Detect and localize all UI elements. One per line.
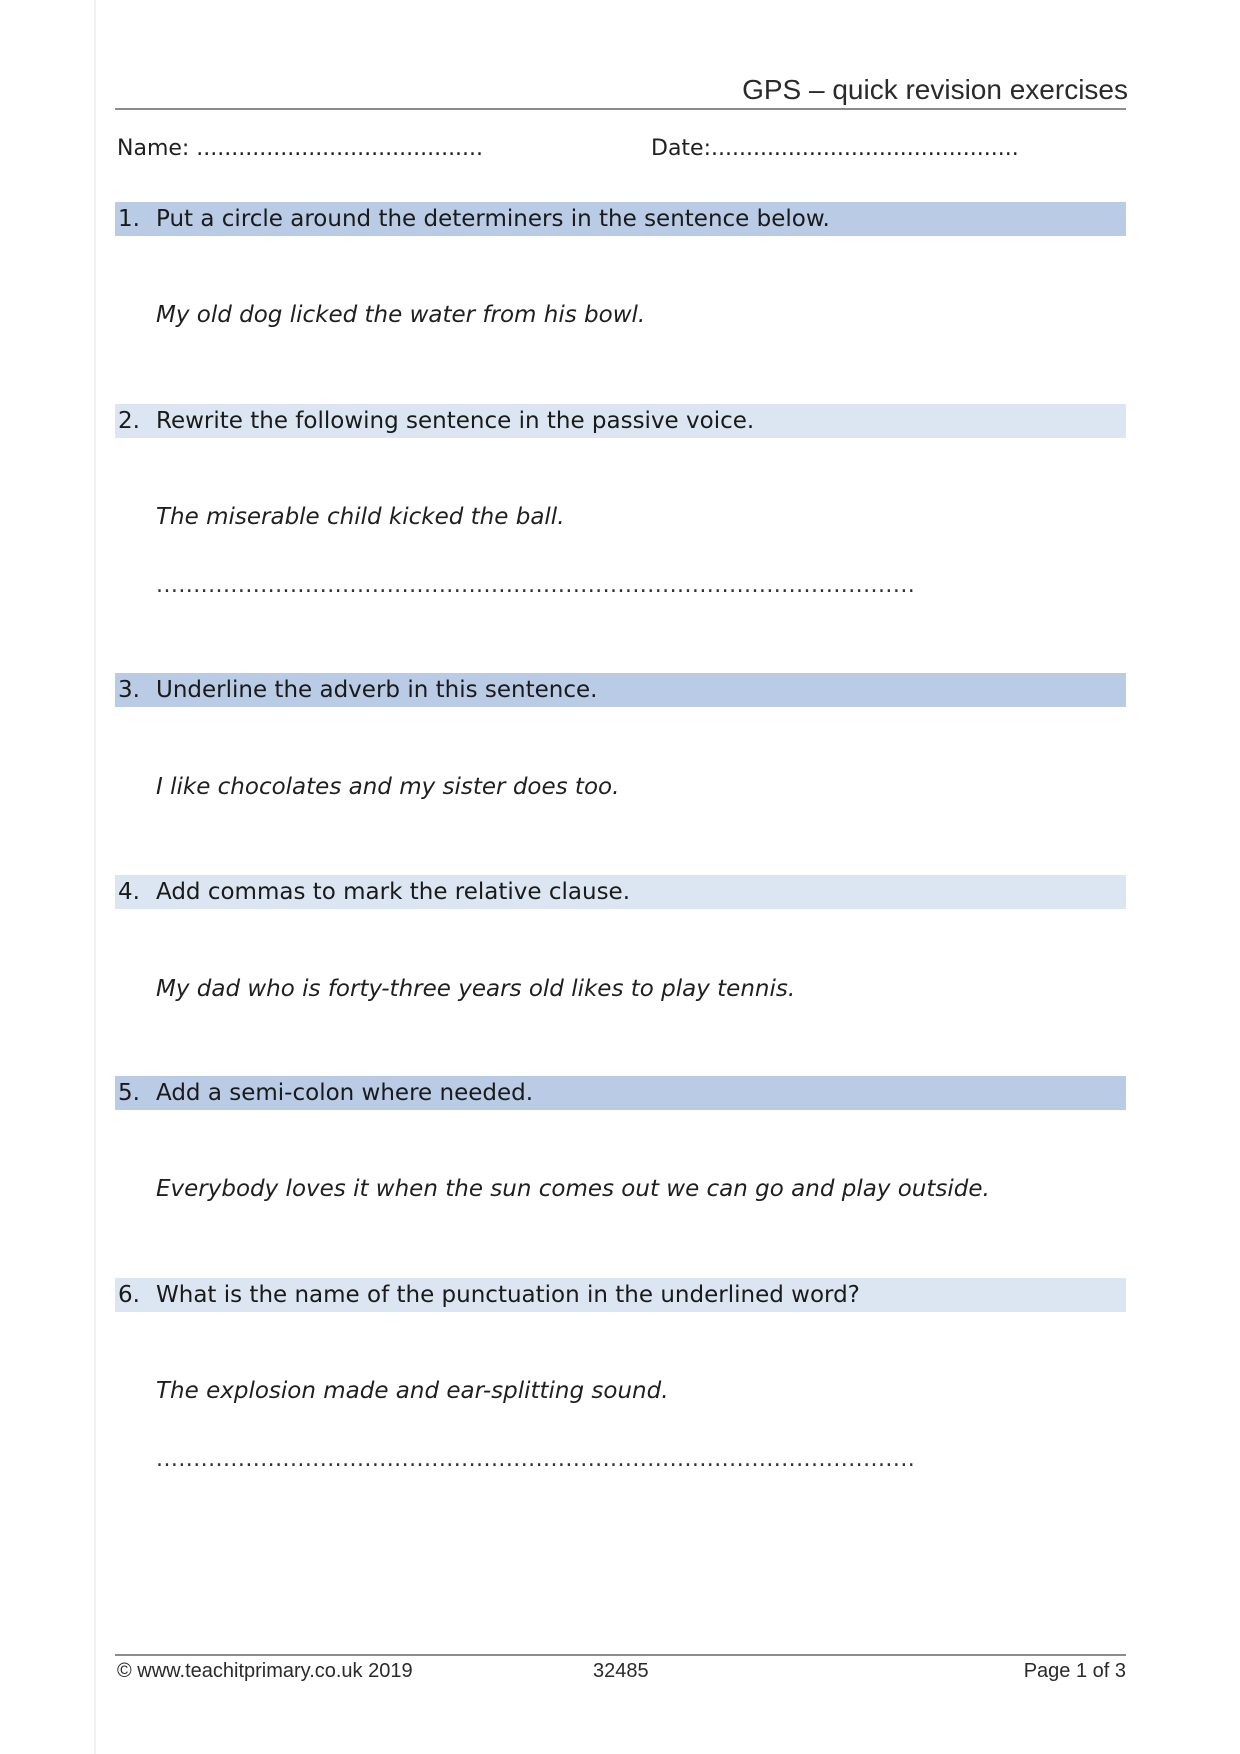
question-3-sentence: I like chocolates and my sister does too.: [156, 774, 620, 800]
question-6-prompt: [115, 1278, 1126, 1312]
footer-copyright: © www.teachitprimary.co.uk 2019: [117, 1660, 413, 1682]
page-title: GPS – quick revision exercises: [742, 74, 1128, 105]
question-2-text: Rewrite the following sentence in the passive voice.: [156, 408, 755, 434]
question-1-sentence: My old dog licked the water from his bowl.: [156, 302, 646, 328]
question-3-prompt: [115, 673, 1126, 707]
page-margin-edge: [94, 0, 96, 1754]
question-6-answer-line[interactable]: ......................................................................................................: [156, 1447, 916, 1472]
question-6-sentence: The explosion made and ear-splitting sound.: [156, 1378, 669, 1404]
footer-resource-code: 32485: [593, 1660, 649, 1682]
question-4-prompt: [115, 875, 1126, 909]
question-4-text: Add commas to mark the relative clause.: [156, 879, 631, 905]
header-divider: [115, 108, 1126, 110]
question-2-sentence: The miserable child kicked the ball.: [156, 504, 565, 530]
question-6-text: What is the name of the punctuation in the underlined word?: [156, 1282, 860, 1308]
question-1-prompt: [115, 202, 1126, 236]
question-2-number: 2.: [118, 408, 140, 434]
footer-page-number: Page 1 of 3: [1023, 1660, 1126, 1682]
question-6-number: 6.: [118, 1282, 140, 1308]
date-field[interactable]: Date:............................................: [651, 136, 1019, 161]
question-5-text: Add a semi-colon where needed.: [156, 1080, 534, 1106]
question-1-number: 1.: [118, 206, 140, 232]
question-1-text: Put a circle around the determiners in the sentence below.: [156, 206, 830, 232]
question-5-number: 5.: [118, 1080, 140, 1106]
question-2-prompt: [115, 404, 1126, 438]
name-field[interactable]: Name: .........................................: [117, 136, 484, 161]
question-5-sentence: Everybody loves it when the sun comes out we can go and play outside.: [156, 1176, 990, 1202]
question-3-text: Underline the adverb in this sentence.: [156, 677, 598, 703]
question-4-sentence: My dad who is forty-three years old likes to play tennis.: [156, 976, 796, 1002]
question-4-number: 4.: [118, 879, 140, 905]
question-3-number: 3.: [118, 677, 140, 703]
question-5-prompt: [115, 1076, 1126, 1110]
footer-divider: [115, 1654, 1126, 1656]
question-2-answer-line[interactable]: ......................................................................................................: [156, 573, 916, 598]
